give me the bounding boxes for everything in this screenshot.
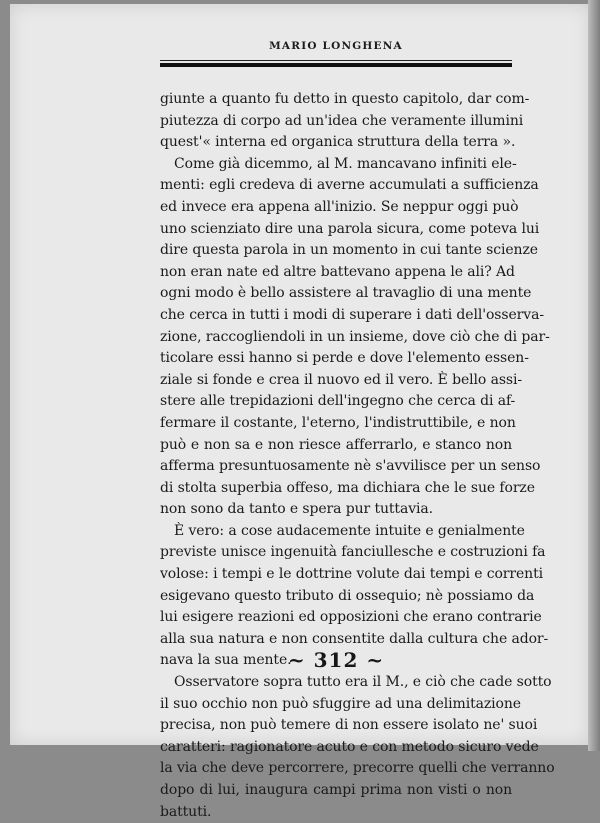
text-line: Osservatore sopra tutto era il M., e ciò che cade sotto	[174, 674, 552, 691]
header-rule-thick	[160, 63, 512, 67]
text-line: lui esigere reazioni ed opposizioni che erano contrarie	[160, 609, 542, 626]
text-line: la via che deve percorrere, precorre quelli che verranno	[160, 760, 555, 777]
text-line: non eran nate ed altre battevano appena le ali? Ad	[160, 263, 515, 280]
running-head: MARIO LONGHENA	[269, 40, 403, 52]
text-line: precisa, non può temere di non essere isolato ne' suoi	[160, 717, 538, 734]
text-line: esigevano questo tributo di ossequio; nè possiamo da	[160, 587, 535, 604]
text-line: ogni modo è bello assistere al travaglio di una mente	[160, 285, 532, 302]
text-line: non sono da tanto e spera pur tuttavia.	[160, 501, 433, 518]
text-line: caratteri: ragionatore acuto e con metodo sicuro vede	[160, 738, 539, 755]
text-line: alla sua natura e non consentite dalla cultura che ador-	[160, 630, 549, 647]
text-line: dire questa parola in un momento in cui tante scienze	[160, 242, 538, 259]
page-number: ~ 312 ~	[287, 648, 385, 672]
text-line: volose: i tempi e le dottrine volute dai tempi e correnti	[160, 566, 543, 583]
text-line: stere alle trepidazioni dell'ingegno che cerca di af-	[160, 393, 516, 410]
text-line: zione, raccogliendoli in un insieme, dove ciò che di par-	[160, 328, 550, 345]
text-line: uno scienziato dire una parola sicura, come poteva lui	[160, 220, 540, 237]
page-edge-shadow	[588, 0, 600, 751]
text-line: nava la sua mente.	[160, 652, 292, 669]
text-line: il suo occhio non può sfuggire ad una delimitazione	[160, 695, 521, 712]
page-header	[160, 40, 512, 67]
text-line: può e non sa e non riesce afferrarlo, e stanco non	[160, 436, 512, 453]
text-line: di stolta superbia offeso, ma dichiara che le sue forze	[160, 479, 535, 496]
text-line: giunte a quanto fu detto in questo capitolo, dar com-	[160, 91, 530, 107]
header-rule-thin	[160, 60, 512, 61]
text-line: dopo di lui, inaugura campi prima non visti o non	[160, 782, 512, 798]
text-line: quest'« interna ed organica struttura della terra ».	[160, 134, 516, 151]
text-line: Come già dicemmo, al M. mancavano infiniti ele-	[174, 155, 517, 172]
text-line: ziale si fonde e crea il nuovo ed il vero. È bello assi-	[160, 371, 523, 388]
text-line: previste unisce ingenuità fanciullesche e costruzioni fa	[160, 544, 546, 561]
body-text	[160, 89, 555, 823]
text-line: piutezza di corpo ad un'idea che veramente illumini	[160, 112, 524, 129]
text-line: menti: egli credeva di averne accumulati a sufficienza	[160, 177, 539, 194]
text-line: È vero: a cose audacemente intuite e genialmente	[174, 522, 525, 539]
text-line: afferma presuntuosamente nè s'avvilisce per un senso	[160, 458, 541, 475]
text-line: ed invece era appena all'inizio. Se neppur oggi può	[160, 198, 519, 215]
text-line: fermare il costante, l'eterno, l'indistruttibile, e non	[160, 414, 516, 431]
text-line: che cerca in tutti i modi di superare i dati dell'osserva-	[160, 306, 544, 323]
text-line: battuti.	[160, 803, 212, 820]
text-line: ticolare essi hanno si perde e dove l'elemento essen-	[160, 350, 529, 367]
